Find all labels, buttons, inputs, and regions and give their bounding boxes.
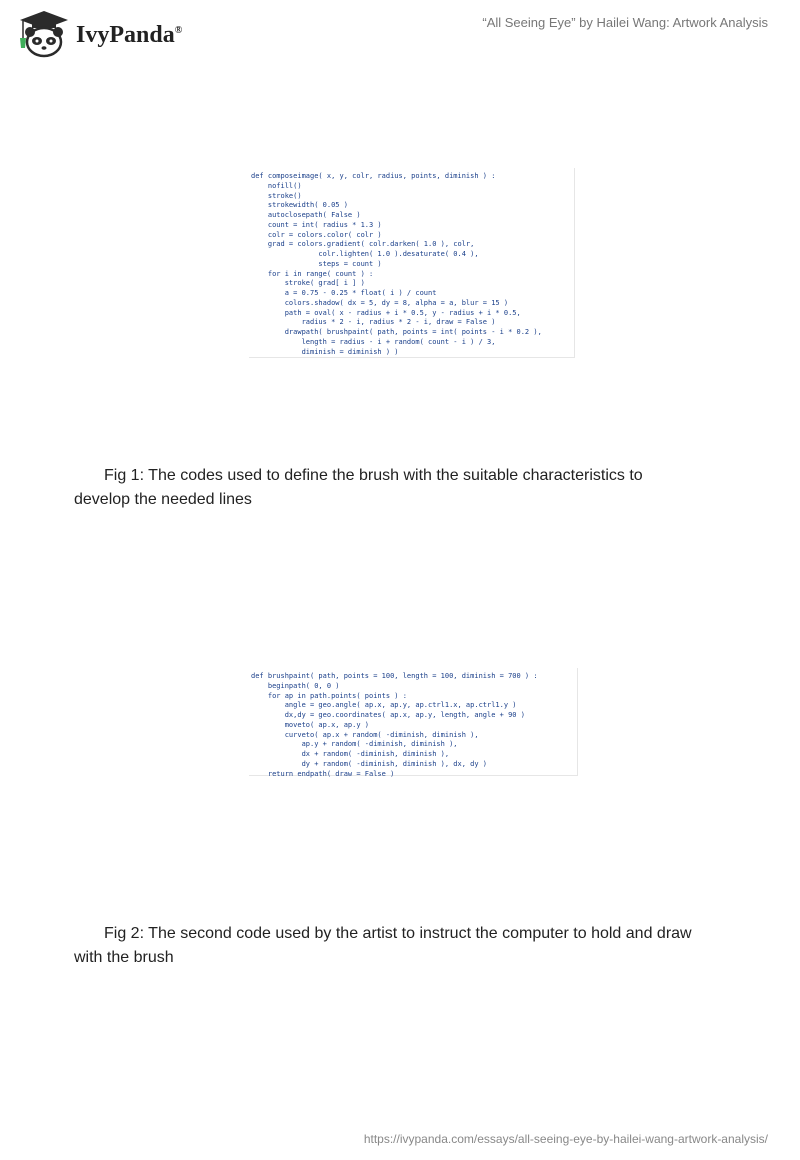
code-line: dy + random( -diminish, diminish ), dx, dy ) bbox=[251, 759, 488, 768]
code-line: stroke( grad[ i ] ) bbox=[251, 279, 365, 288]
code-line: colr.lighten( 1.0 ).desaturate( 0.4 ), bbox=[251, 250, 479, 258]
code-line: dx + random( -diminish, diminish ), bbox=[251, 750, 450, 758]
code-line: curveto( ap.x + random( -diminish, diminish ), bbox=[251, 730, 479, 739]
code-line: moveto( ap.x, ap.y ) bbox=[251, 720, 370, 729]
code-line: nofill() bbox=[251, 181, 302, 190]
caption-line: develop the needed lines bbox=[74, 491, 252, 508]
caption-line: Fig 2: The second code used by the artist to instruct the computer to hold and draw bbox=[104, 925, 692, 942]
code-line: return endpath( draw = False ) bbox=[251, 769, 395, 778]
code-line: count = int( radius * 1.3 ) bbox=[251, 220, 382, 229]
figure-1-caption bbox=[74, 464, 734, 512]
document-title: “All Seeing Eye” by Hailei Wang: Artwork Analysis bbox=[482, 15, 768, 30]
code-line: ap.y + random( -diminish, diminish ), bbox=[251, 740, 458, 749]
code-line: autoclosepath( False ) bbox=[251, 211, 361, 219]
code-line: a = 0.75 - 0.25 * float( i ) / count bbox=[251, 289, 437, 297]
code-line: drawpath( brushpaint( path, points = int( points - i * 0.2 ), bbox=[251, 328, 542, 336]
source-url-link[interactable]: https://ivypanda.com/essays/all-seeing-eye-by-hailei-wang-artwork-analysis/ bbox=[363, 1132, 768, 1146]
code-line: def composeimage( x, y, colr, radius, points, diminish ) : bbox=[251, 172, 496, 180]
code-line: length = radius - i + random( count - i ) / 3, bbox=[251, 337, 496, 346]
code-image-brush-definition bbox=[249, 168, 575, 358]
ivypanda-logo[interactable] bbox=[14, 8, 194, 58]
caption-line: Fig 1: The codes used to define the brush with the suitable characteristics to bbox=[104, 467, 643, 484]
code-line: radius * 2 - i, radius * 2 - i, draw = False ) bbox=[251, 318, 496, 327]
code-line: steps = count ) bbox=[251, 259, 382, 268]
code-line: colr = colors.color( colr ) bbox=[251, 230, 382, 239]
code-line: diminish = diminish ) ) bbox=[251, 347, 399, 356]
code-line: angle = geo.angle( ap.x, ap.y, ap.ctrl1.x, ap.ctrl1.y ) bbox=[251, 701, 517, 710]
code-line: def brushpaint( path, points = 100, length = 100, diminish = 700 ) : bbox=[251, 672, 538, 680]
code-line: colors.shadow( dx = 5, dy = 8, alpha = a, blur = 15 ) bbox=[251, 298, 509, 307]
code-image-brushpaint bbox=[249, 668, 578, 776]
logo-wordmark: IvyPanda® bbox=[76, 21, 183, 48]
code-line: for i in range( count ) : bbox=[251, 269, 374, 278]
code-line: grad = colors.gradient( colr.darken( 1.0 ), colr, bbox=[251, 240, 475, 249]
code-line: for ap in path.points( points ) : bbox=[251, 691, 407, 700]
code-line: strokewidth( 0.05 ) bbox=[251, 201, 348, 210]
caption-line: with the brush bbox=[74, 949, 174, 966]
code-line: stroke() bbox=[251, 191, 302, 200]
code-line: dx,dy = geo.coordinates( ap.x, ap.y, length, angle + 90 ) bbox=[251, 711, 525, 719]
code-line: path = oval( x - radius + i * 0.5, y - radius + i * 0.5, bbox=[251, 308, 521, 317]
code-line: beginpath( 0, 0 ) bbox=[251, 681, 340, 690]
panda-graduate-icon bbox=[14, 8, 70, 58]
figure-2-caption bbox=[74, 922, 734, 970]
